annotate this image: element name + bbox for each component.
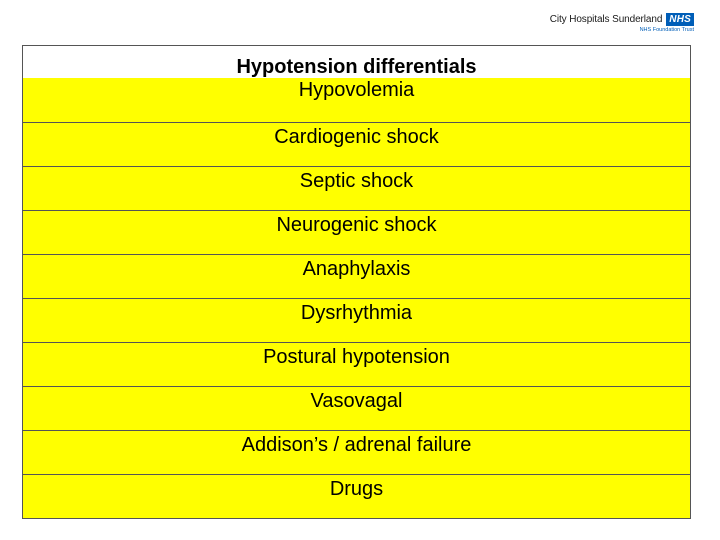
differential-septic-shock: Septic shock <box>23 167 691 211</box>
differential-postural-hypotension: Postural hypotension <box>23 343 691 387</box>
differentials-table <box>22 45 691 519</box>
differential-drugs: Drugs <box>23 475 691 519</box>
organisation-name: City Hospitals Sunderland <box>549 14 663 25</box>
table-row <box>23 255 691 299</box>
differential-anaphylaxis: Anaphylaxis <box>23 255 691 299</box>
differential-vasovagal: Vasovagal <box>23 387 691 431</box>
table-row <box>23 387 691 431</box>
table-header-row <box>23 46 691 79</box>
table-row <box>23 167 691 211</box>
table-row <box>23 299 691 343</box>
differential-neurogenic-shock: Neurogenic shock <box>23 211 691 255</box>
nhs-badge: NHS <box>666 13 694 26</box>
table-row <box>23 211 691 255</box>
differential-adrenal-failure: Addison’s / adrenal failure <box>23 431 691 475</box>
table-title: Hypotension differentials <box>23 46 691 79</box>
logo-row <box>550 13 694 26</box>
table-row <box>23 475 691 519</box>
table-row <box>23 431 691 475</box>
differential-dysrhythmia: Dysrhythmia <box>23 299 691 343</box>
table-row <box>23 343 691 387</box>
differential-cardiogenic-shock: Cardiogenic shock <box>23 123 691 167</box>
table-row <box>23 123 691 167</box>
nhs-trust-logo <box>550 13 694 33</box>
table-row <box>23 78 691 123</box>
differential-hypovolemia: Hypovolemia <box>23 78 691 123</box>
trust-subtitle: NHS Foundation Trust <box>639 27 694 33</box>
